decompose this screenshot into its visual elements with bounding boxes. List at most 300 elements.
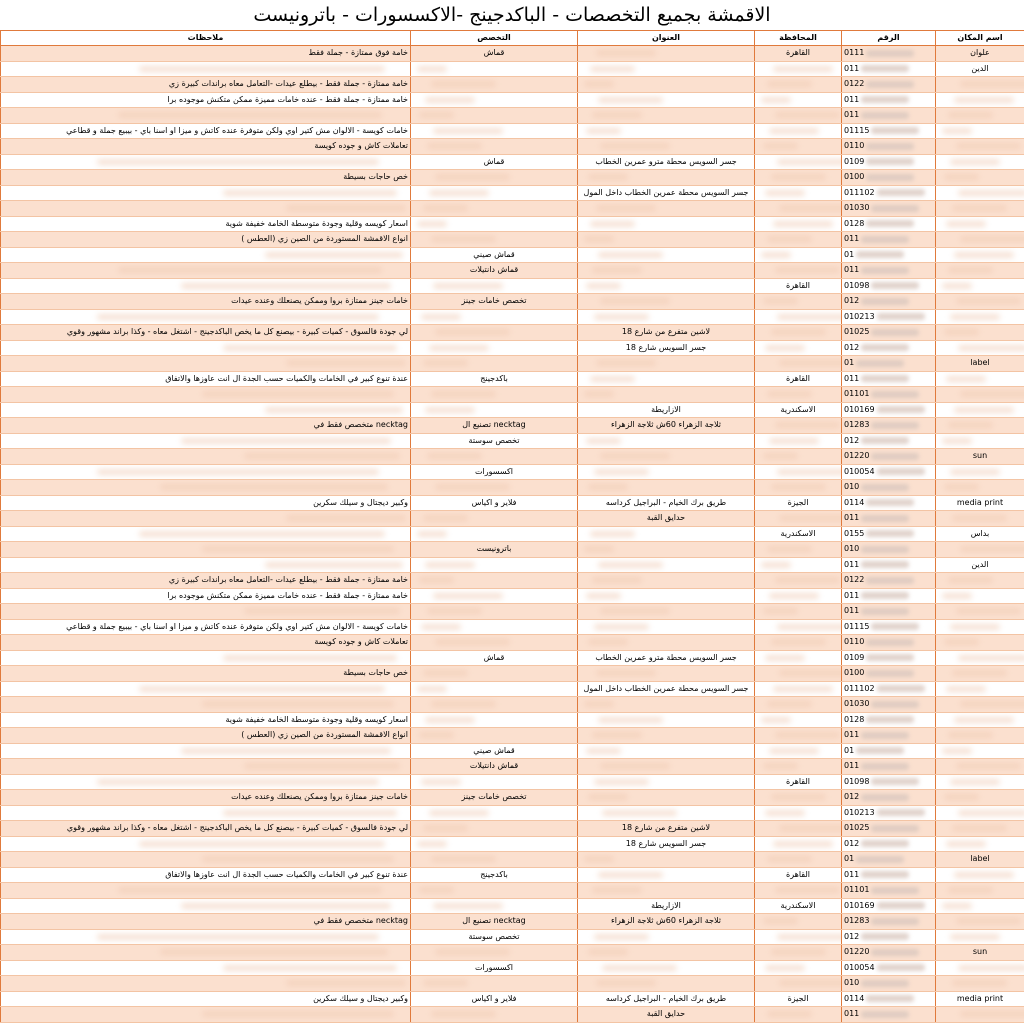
redacted-text — [600, 143, 670, 149]
header-place-name: اسم المكان — [936, 31, 1024, 46]
cell-phone-text: 0110 — [844, 141, 865, 150]
cell-address — [578, 898, 755, 914]
redacted-text — [942, 593, 972, 599]
cell-address — [578, 867, 755, 883]
cell-specialty — [411, 1007, 578, 1023]
cell-phone-text: 0128 — [844, 714, 865, 724]
cell-phone-text: 012 — [844, 792, 860, 801]
cell-specialty — [411, 836, 578, 852]
cell-phone-text: 01220 — [844, 451, 870, 460]
redacted-text — [777, 469, 842, 475]
cell-phone — [842, 883, 936, 899]
redacted-text — [763, 143, 798, 149]
table-row — [1, 898, 1024, 914]
table-row — [1, 247, 1024, 263]
cell-specialty — [411, 325, 578, 341]
cell-phone — [842, 821, 936, 837]
cell-place-name — [936, 247, 1024, 263]
cell-notes-text: متخصص فقط في necktag — [313, 916, 408, 925]
cell-address — [578, 914, 755, 930]
cell-notes — [1, 154, 411, 170]
cell-specialty-text: تصنيع ال necktag — [462, 916, 526, 925]
cell-phone — [842, 309, 936, 325]
cell-phone — [842, 542, 936, 558]
cell-governorate — [755, 588, 842, 604]
redacted-text — [584, 81, 614, 87]
cell-place-name-text: بداس — [970, 528, 990, 538]
cell-notes — [1, 852, 411, 868]
cell-phone — [842, 697, 936, 713]
redacted-text — [590, 376, 635, 382]
cell-place-name — [936, 759, 1024, 775]
redacted-text — [586, 128, 621, 134]
cell-address-text: ثلاجة الزهراء 60ش ثلاجة الزهراء — [611, 916, 721, 925]
cell-phone — [842, 976, 936, 992]
cell-specialty-text: اكسسورات — [474, 466, 514, 476]
redacted-text — [773, 841, 833, 847]
cell-address — [578, 821, 755, 837]
cell-notes — [1, 480, 411, 496]
redacted-text — [594, 314, 649, 320]
cell-address — [578, 247, 755, 263]
redacted-text — [181, 283, 391, 289]
cell-address — [578, 77, 755, 93]
cell-place-name — [936, 604, 1024, 620]
table-row — [1, 449, 1024, 465]
redacted-text — [777, 159, 842, 165]
cell-address — [578, 790, 755, 806]
redacted-text — [419, 112, 454, 118]
redacted-digits — [871, 701, 919, 708]
cell-phone — [842, 759, 936, 775]
table-row — [1, 123, 1024, 139]
redacted-text — [598, 562, 663, 568]
redacted-text — [594, 779, 649, 785]
cell-notes — [1, 449, 411, 465]
redacted-text — [423, 670, 468, 676]
redacted-digits — [866, 499, 914, 506]
redacted-text — [767, 546, 812, 552]
table-row — [1, 154, 1024, 170]
redacted-text — [431, 236, 496, 242]
cell-phone-text: 0155 — [844, 528, 865, 538]
cell-address — [578, 402, 755, 418]
cell-address-text: حدايق القبة — [646, 1009, 686, 1018]
table-row — [1, 495, 1024, 511]
cell-phone — [842, 108, 936, 124]
cell-place-name — [936, 139, 1024, 155]
cell-notes — [1, 139, 411, 155]
cell-address — [578, 46, 755, 62]
cell-address — [578, 542, 755, 558]
cell-phone-text: 010 — [844, 544, 860, 553]
redacted-text — [602, 965, 677, 971]
cell-address — [578, 278, 755, 294]
redacted-digits — [861, 515, 909, 522]
cell-specialty-text: فلاير و اكياس — [471, 497, 517, 507]
redacted-text — [223, 345, 397, 351]
redacted-digits — [866, 158, 914, 165]
redacted-text — [960, 81, 1024, 87]
redacted-text — [598, 717, 663, 723]
redacted-digits — [871, 391, 919, 398]
redacted-digits — [877, 809, 925, 816]
redacted-text — [767, 391, 812, 397]
redacted-text — [596, 205, 656, 211]
cell-notes — [1, 170, 411, 186]
redacted-text — [761, 97, 791, 103]
redacted-text — [139, 66, 385, 72]
cell-governorate — [755, 247, 842, 263]
cell-notes — [1, 387, 411, 403]
redacted-text — [97, 314, 379, 320]
cell-notes — [1, 201, 411, 217]
redacted-digits — [856, 856, 904, 863]
cell-address — [578, 759, 755, 775]
cell-governorate — [755, 728, 842, 744]
redacted-text — [771, 949, 826, 955]
redacted-text — [423, 205, 468, 211]
redacted-text — [942, 903, 972, 909]
cell-notes — [1, 216, 411, 232]
cell-specialty-text: قماش دانتيلات — [469, 265, 519, 274]
cell-notes-text: خامات كويسة - الالوان مش كتير اوي ولكن متوفرة عنده كاتش و ميزا او اسنا باي - بيبيع جملة و قطاعي — [66, 621, 408, 631]
cell-notes — [1, 805, 411, 821]
cell-notes-text: خامة ممتازة - جملة فقط - عنده خامات مميزة ممكن متكنش موجوده برا — [167, 94, 408, 104]
cell-governorate — [755, 805, 842, 821]
redacted-digits — [861, 608, 909, 615]
cell-governorate — [755, 201, 842, 217]
table-row — [1, 743, 1024, 759]
redacted-text — [946, 376, 986, 382]
cell-governorate — [755, 216, 842, 232]
table-row — [1, 697, 1024, 713]
cell-governorate — [755, 108, 842, 124]
cell-specialty — [411, 666, 578, 682]
cell-governorate-text: القاهرة — [786, 776, 810, 786]
cell-governorate — [755, 402, 842, 418]
cell-place-name — [936, 325, 1024, 341]
redacted-text — [435, 484, 510, 490]
redacted-text — [948, 887, 993, 893]
cell-phone-text: 01 — [844, 358, 855, 367]
redacted-text — [181, 903, 391, 909]
cell-governorate — [755, 511, 842, 527]
cell-phone-text: 01220 — [844, 947, 870, 956]
table-row — [1, 371, 1024, 387]
redacted-text — [160, 949, 388, 955]
cell-notes-text: عندة تنوع كبير في الخامات والكميات حسب الجدة ال انت عاوزها والاتفاق — [165, 869, 408, 879]
redacted-digits — [861, 112, 909, 119]
redacted-text — [590, 66, 635, 72]
redacted-digits — [861, 794, 909, 801]
cell-governorate — [755, 836, 842, 852]
redacted-text — [767, 81, 812, 87]
redacted-text — [431, 701, 496, 707]
table-row — [1, 108, 1024, 124]
cell-address — [578, 929, 755, 945]
table-row — [1, 557, 1024, 573]
cell-notes — [1, 371, 411, 387]
redacted-digits — [861, 732, 909, 739]
cell-specialty-text: قماش دانتيلات — [469, 761, 519, 770]
table-row — [1, 511, 1024, 527]
redacted-text — [423, 825, 468, 831]
table-row — [1, 356, 1024, 372]
redacted-text — [592, 732, 642, 738]
table-row — [1, 991, 1024, 1007]
cell-place-name — [936, 46, 1024, 62]
cell-phone — [842, 960, 936, 976]
redacted-digits — [866, 530, 914, 537]
cell-place-name-text: media print — [956, 993, 1004, 1003]
cell-notes-text: عندة تنوع كبير في الخامات والكميات حسب الجدة ال انت عاوزها والاتفاق — [165, 373, 408, 383]
cell-specialty — [411, 433, 578, 449]
cell-place-name — [936, 728, 1024, 744]
cell-specialty — [411, 108, 578, 124]
cell-governorate — [755, 154, 842, 170]
cell-notes-text: خامة ممتازة - جملة فقط - عنده خامات مميزة ممكن متكنش موجوده برا — [167, 590, 408, 600]
cell-governorate — [755, 883, 842, 899]
redacted-text — [181, 748, 391, 754]
redacted-text — [244, 453, 400, 459]
redacted-text — [588, 949, 628, 955]
cell-address-text: جسر السويس شارع 18 — [625, 342, 707, 352]
redacted-text — [777, 624, 842, 630]
cell-phone — [842, 278, 936, 294]
redacted-text — [265, 562, 403, 568]
cell-phone — [842, 371, 936, 387]
cell-governorate — [755, 635, 842, 651]
table-row — [1, 92, 1024, 108]
cell-address — [578, 495, 755, 511]
redacted-text — [202, 391, 394, 397]
redacted-text — [419, 732, 454, 738]
cell-notes — [1, 604, 411, 620]
cell-phone — [842, 201, 936, 217]
cell-place-name — [936, 449, 1024, 465]
cell-place-name — [936, 108, 1024, 124]
redacted-text — [435, 949, 510, 955]
redacted-text — [435, 329, 510, 335]
table-row — [1, 666, 1024, 682]
cell-governorate — [755, 681, 842, 697]
cell-governorate — [755, 77, 842, 93]
cell-notes — [1, 743, 411, 759]
redacted-text — [202, 701, 394, 707]
redacted-text — [431, 391, 496, 397]
redacted-text — [417, 686, 447, 692]
redacted-text — [946, 841, 986, 847]
cell-notes-text: خامات كويسة - الالوان مش كتير اوي ولكن متوفرة عنده كاتش و ميزا او اسنا باي - بيبيع جملة و قطاعي — [66, 125, 408, 135]
redacted-text — [584, 701, 614, 707]
redacted-text — [417, 531, 447, 537]
cell-phone — [842, 340, 936, 356]
cell-notes — [1, 898, 411, 914]
cell-notes — [1, 511, 411, 527]
redacted-digits — [877, 685, 925, 692]
redacted-text — [775, 732, 840, 738]
redacted-digits — [877, 189, 925, 196]
cell-governorate — [755, 821, 842, 837]
redacted-text — [779, 670, 842, 676]
cell-phone-text: 011 — [844, 234, 860, 243]
cell-place-name — [936, 201, 1024, 217]
redacted-text — [425, 717, 475, 723]
redacted-text — [942, 283, 972, 289]
cell-notes — [1, 836, 411, 852]
cell-phone-text: 01 — [844, 249, 855, 259]
cell-place-name — [936, 495, 1024, 511]
redacted-text — [761, 717, 791, 723]
redacted-text — [286, 515, 406, 521]
cell-specialty — [411, 46, 578, 62]
cell-phone — [842, 557, 936, 573]
cell-address — [578, 945, 755, 961]
redacted-text — [600, 453, 670, 459]
cell-phone-text: 010213 — [844, 311, 875, 321]
cell-specialty — [411, 185, 578, 201]
cell-phone — [842, 387, 936, 403]
cell-specialty — [411, 340, 578, 356]
cell-address-text: جسر السويس محطة عمرين الخطاب داخل المول — [583, 187, 749, 197]
cell-phone — [842, 247, 936, 263]
cell-phone — [842, 216, 936, 232]
cell-specialty — [411, 495, 578, 511]
cell-phone-text: 01 — [844, 854, 855, 863]
cell-place-name — [936, 836, 1024, 852]
cell-phone — [842, 805, 936, 821]
redacted-text — [592, 887, 642, 893]
cell-notes — [1, 929, 411, 945]
cell-phone — [842, 185, 936, 201]
cell-phone — [842, 573, 936, 589]
cell-specialty — [411, 387, 578, 403]
document-title: الاقمشة بجميع التخصصات - الباكدجينج -الاكسسورات - باترونيست — [253, 4, 771, 26]
redacted-text — [942, 128, 972, 134]
redacted-text — [588, 794, 628, 800]
redacted-text — [958, 810, 1024, 816]
cell-specialty-text: قماش صيني — [473, 745, 515, 755]
redacted-text — [950, 779, 1000, 785]
cell-place-name — [936, 77, 1024, 93]
cell-place-name — [936, 697, 1024, 713]
cell-place-name — [936, 92, 1024, 108]
cell-specialty — [411, 371, 578, 387]
redacted-text — [286, 205, 406, 211]
cell-governorate — [755, 976, 842, 992]
redacted-text — [435, 639, 510, 645]
redacted-text — [598, 872, 663, 878]
cell-phone — [842, 480, 936, 496]
redacted-text — [265, 252, 403, 258]
cell-governorate-text: الاسكندرية — [780, 404, 816, 414]
cell-governorate — [755, 263, 842, 279]
cell-phone — [842, 619, 936, 635]
cell-notes — [1, 340, 411, 356]
cell-specialty — [411, 418, 578, 434]
cell-notes — [1, 92, 411, 108]
redacted-digits — [861, 980, 909, 987]
cell-phone-text: 011 — [844, 590, 860, 600]
cell-phone-text: 01098 — [844, 776, 870, 786]
cell-notes-text: وكبير ديجتال و سيلك سكرين — [313, 993, 408, 1003]
redacted-text — [223, 965, 397, 971]
cell-place-name — [936, 945, 1024, 961]
cell-address-text: جسر السويس محطة عمرين الخطاب داخل المول — [583, 683, 749, 693]
cell-phone — [842, 1007, 936, 1023]
cell-phone — [842, 170, 936, 186]
cell-notes — [1, 108, 411, 124]
cell-phone — [842, 945, 936, 961]
cell-specialty — [411, 883, 578, 899]
cell-phone-text: 011 — [844, 110, 860, 119]
redacted-text — [769, 748, 819, 754]
cell-phone-text: 010 — [844, 978, 860, 987]
cell-address — [578, 92, 755, 108]
redacted-text — [948, 112, 993, 118]
cell-governorate — [755, 278, 842, 294]
redacted-text — [775, 422, 840, 428]
cell-notes — [1, 325, 411, 341]
redacted-digits — [861, 546, 909, 553]
redacted-text — [425, 562, 475, 568]
cell-address — [578, 650, 755, 666]
table-row — [1, 464, 1024, 480]
cell-notes — [1, 247, 411, 263]
cell-notes-text: خص حاجات بسيطة — [343, 172, 408, 181]
cell-specialty — [411, 898, 578, 914]
cell-phone-text: 010213 — [844, 807, 875, 817]
cell-place-name — [936, 712, 1024, 728]
table-row — [1, 340, 1024, 356]
redacted-text — [954, 252, 1014, 258]
cell-notes — [1, 61, 411, 77]
redacted-digits — [856, 251, 904, 258]
cell-address — [578, 743, 755, 759]
cell-phone-text: 01283 — [844, 420, 870, 429]
cell-specialty — [411, 402, 578, 418]
redacted-text — [958, 655, 1024, 661]
cell-address-text: طريق برك الخيام - البراجيل كرداسه — [605, 993, 727, 1003]
redacted-digits — [871, 949, 919, 956]
cell-governorate-text: الاسكندرية — [780, 528, 816, 538]
cell-place-name — [936, 216, 1024, 232]
cell-notes-text: اسعار كويسه وقلية وجودة متوسطة الخامة خفيفة شوية — [225, 714, 408, 724]
table-row — [1, 46, 1024, 62]
cell-notes — [1, 588, 411, 604]
cell-address — [578, 294, 755, 310]
cell-place-name — [936, 170, 1024, 186]
cell-address — [578, 108, 755, 124]
cell-place-name — [936, 185, 1024, 201]
header-phone: الرقم — [842, 31, 936, 46]
cell-address — [578, 139, 755, 155]
redacted-text — [596, 670, 656, 676]
redacted-text — [960, 391, 1024, 397]
cell-notes — [1, 278, 411, 294]
table-row — [1, 418, 1024, 434]
cell-specialty — [411, 743, 578, 759]
cell-phone-text: 011102 — [844, 683, 875, 693]
cell-governorate — [755, 542, 842, 558]
cell-address-text: جسر السويس شارع 18 — [625, 838, 707, 848]
redacted-digits — [866, 143, 914, 150]
cell-phone-text: 01025 — [844, 327, 870, 336]
cell-specialty-text: فلاير و اكياس — [471, 993, 517, 1003]
cell-governorate — [755, 356, 842, 372]
cell-phone-text: 011 — [844, 513, 860, 522]
